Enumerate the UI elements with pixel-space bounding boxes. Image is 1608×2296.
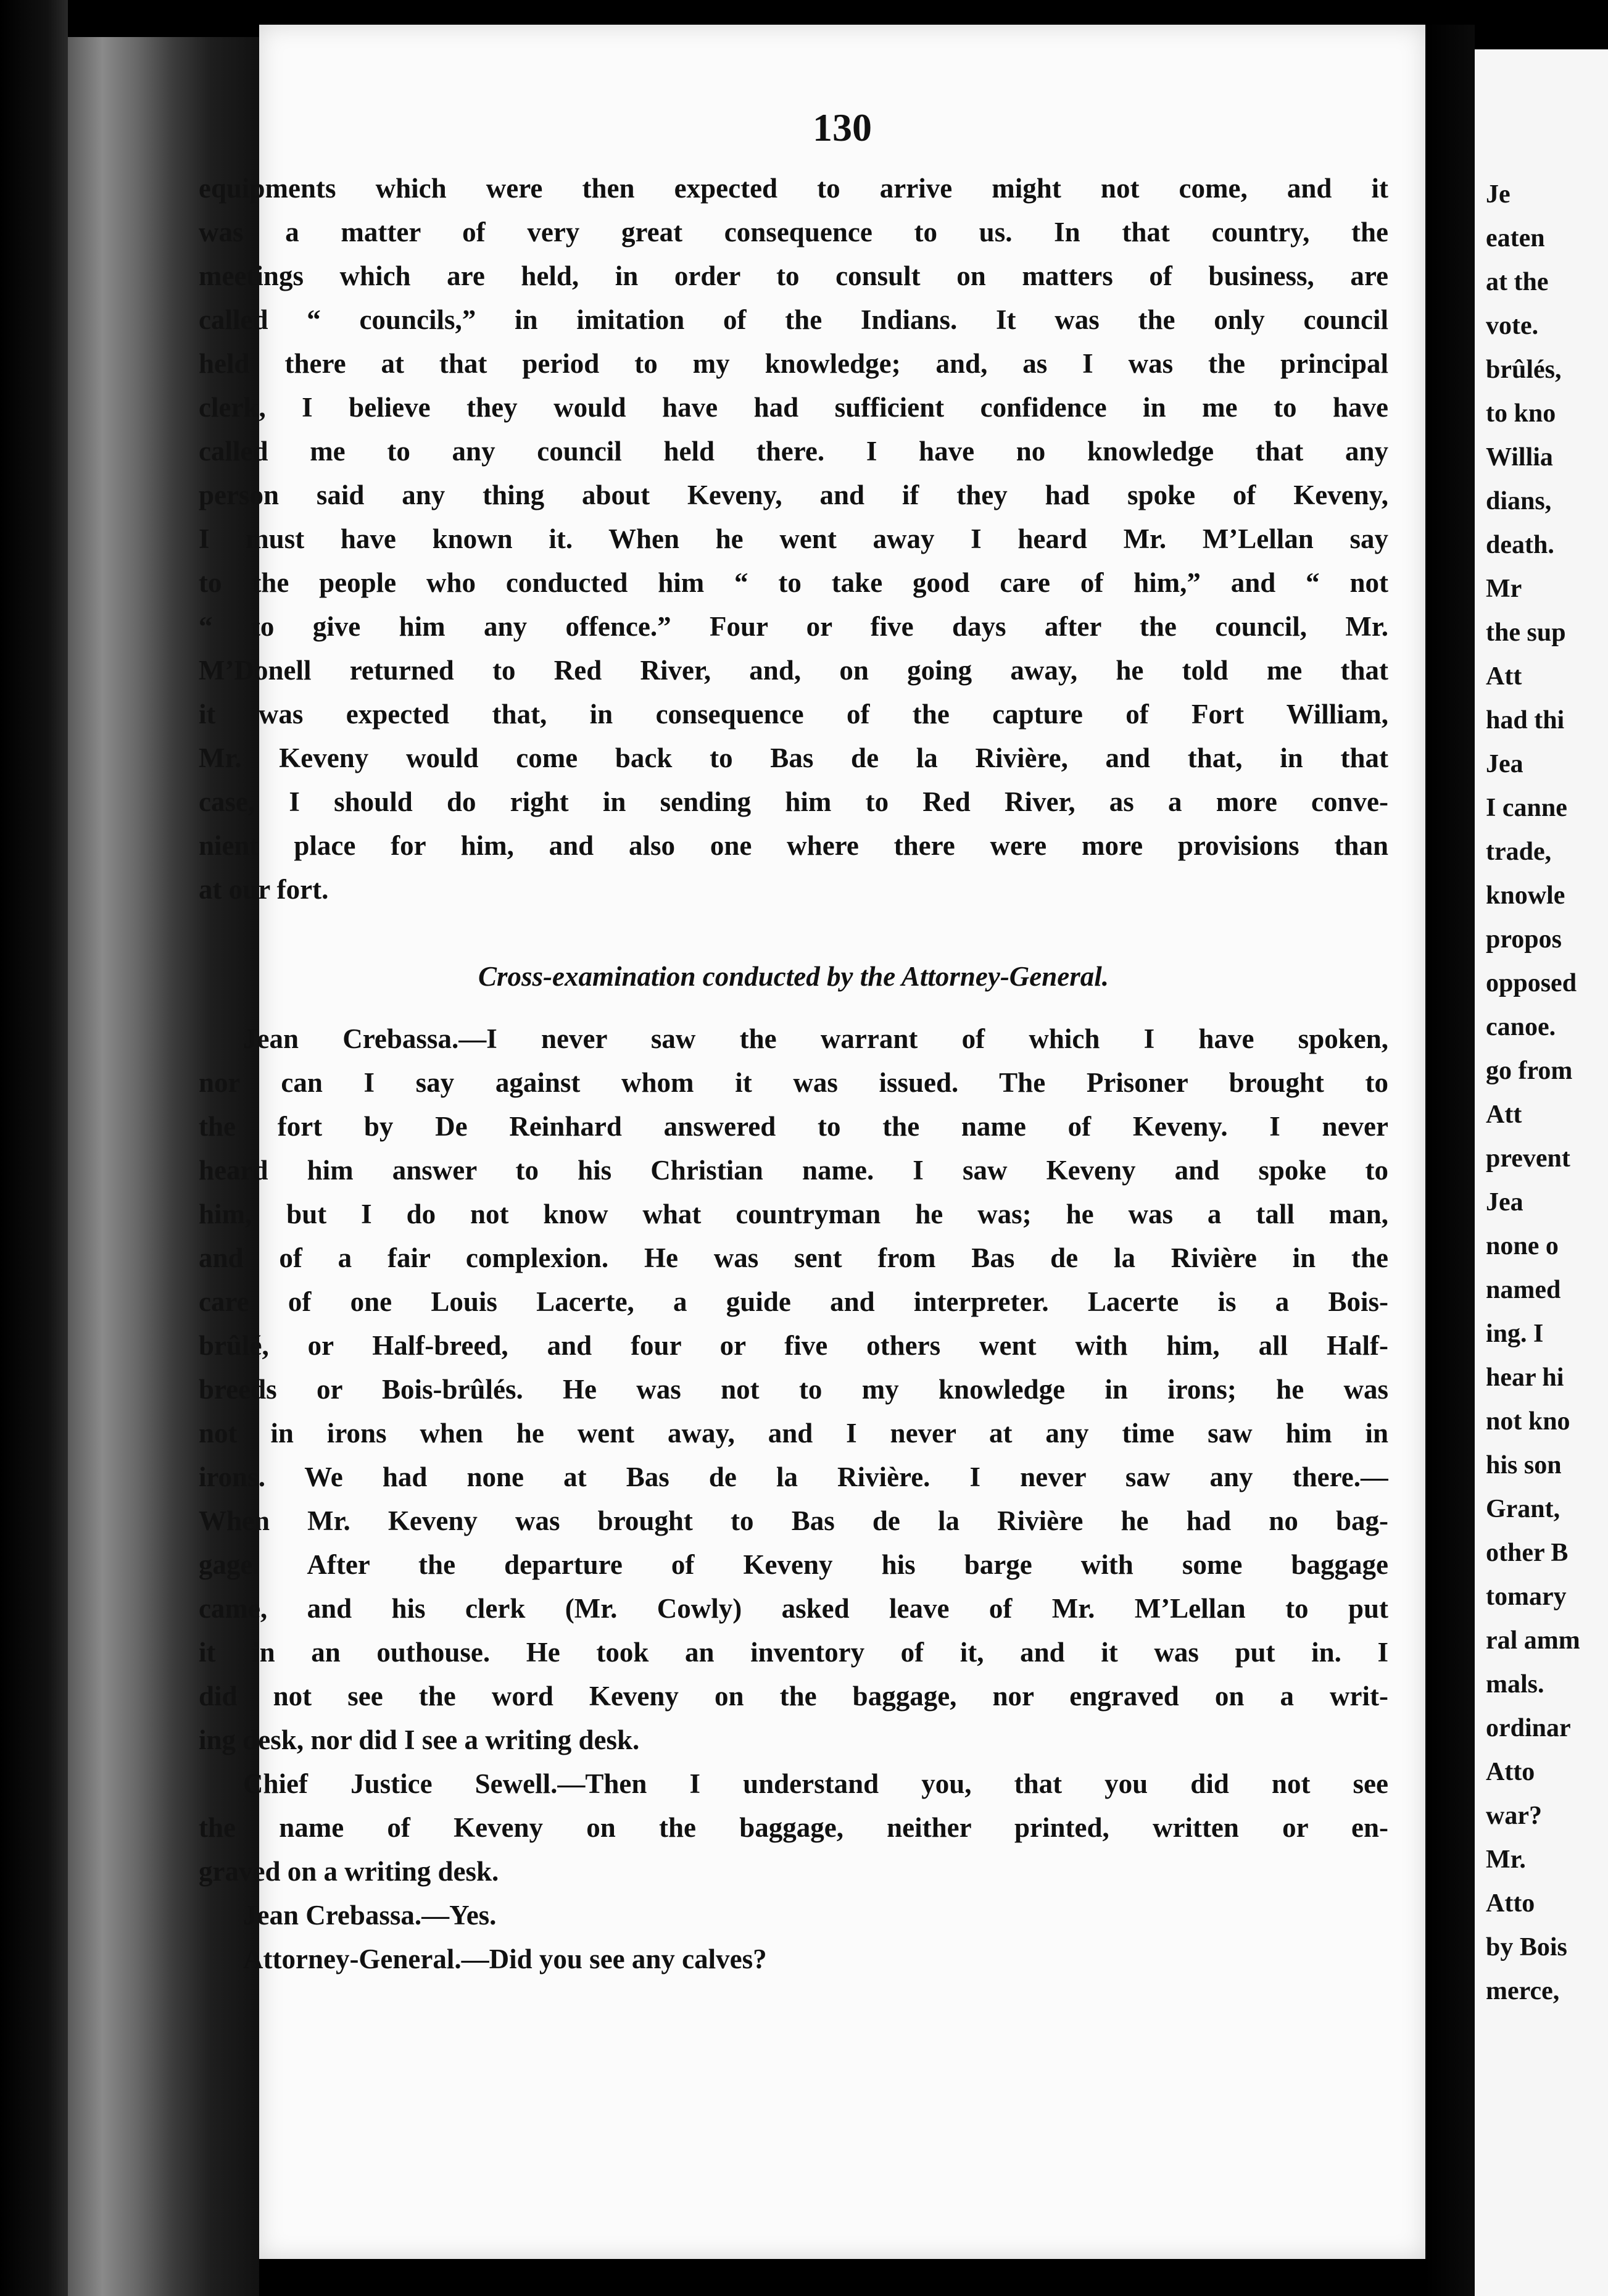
text-line: When Mr. Keveny was brought to Bas de la Rivière he had no bag- xyxy=(199,1505,1388,1536)
facing-page-text xyxy=(1486,173,1608,2013)
facing-text-line: Mr. xyxy=(1486,1845,1526,1874)
facing-text-line: named xyxy=(1486,1276,1561,1304)
facing-text-line: I canne xyxy=(1486,794,1567,822)
text-line: Jean Crebassa.—I never saw the warrant of which I have spoken, xyxy=(243,1023,1388,1054)
text-line: case, I should do right in sending him to Red River, as a more conve- xyxy=(199,786,1388,817)
facing-text-line: Je xyxy=(1486,180,1511,209)
text-line: nor can I say against whom it was issued. The Prisoner brought to xyxy=(199,1067,1388,1098)
facing-text-line: opposed xyxy=(1486,969,1577,997)
text-line: the fort by De Reinhard answered to the name of Keveny. I never xyxy=(199,1111,1388,1142)
text-line: nient place for him, and also one where there were more provisions than xyxy=(199,830,1388,861)
facing-page-fragment xyxy=(1475,49,1608,2296)
facing-text-line: Atto xyxy=(1486,1889,1535,1918)
facing-text-line: Grant, xyxy=(1486,1495,1560,1523)
text-line: M’Donell returned to Red River, and, on going away, he told me that xyxy=(199,655,1388,686)
text-line: person said any thing about Keveny, and if they had spoke of Keveny, xyxy=(199,480,1388,510)
page-body-text xyxy=(199,167,1388,1981)
text-line: called me to any council held there. I have no knowledge that any xyxy=(199,436,1388,467)
text-line: care of one Louis Lacerte, a guide and interpreter. Lacerte is a Bois- xyxy=(199,1286,1388,1317)
facing-text-line: other B xyxy=(1486,1539,1569,1567)
text-line: brûlé, or Half-breed, and four or five others went with him, all Half- xyxy=(199,1330,1388,1361)
facing-text-line: the sup xyxy=(1486,618,1566,647)
text-line: gage. After the departure of Keveny his barge with some baggage xyxy=(199,1549,1388,1580)
text-line: at our fort. xyxy=(199,874,329,905)
page-number: 130 xyxy=(813,106,872,149)
facing-text-line: ing. I xyxy=(1486,1320,1544,1348)
text-line: Jean Crebassa.—Yes. xyxy=(243,1900,497,1931)
text-line: “ to give him any offence.” Four or five days after the council, Mr. xyxy=(199,611,1388,642)
facing-text-line: merce, xyxy=(1486,1977,1560,2005)
text-line: did not see the word Keveny on the baggage, nor engraved on a writ- xyxy=(199,1681,1388,1712)
facing-text-line: Mr xyxy=(1486,575,1522,603)
text-line: held there at that period to my knowledge; and, as I was the principal xyxy=(199,348,1388,379)
page-gutter xyxy=(1425,25,1475,2296)
text-line: meetings which are held, in order to consult on matters of business, are xyxy=(199,260,1388,291)
facing-text-line: brûlés, xyxy=(1486,356,1562,384)
facing-text-line: ordinar xyxy=(1486,1714,1571,1742)
facing-text-line: go from xyxy=(1486,1057,1573,1085)
facing-text-line: Atto xyxy=(1486,1758,1535,1786)
facing-text-line: death. xyxy=(1486,531,1554,559)
facing-text-line: Att xyxy=(1486,662,1522,691)
text-line: equipments which were then expected to arrive might not come, and it xyxy=(199,173,1388,204)
facing-text-line: Jea xyxy=(1486,1188,1523,1217)
facing-text-line: by Bois xyxy=(1486,1933,1567,1961)
facing-text-line: war? xyxy=(1486,1802,1542,1830)
text-line: it was expected that, in consequence of the capture of Fort William, xyxy=(199,699,1388,730)
facing-text-line: vote. xyxy=(1486,312,1539,340)
text-line: to the people who conducted him “ to take good care of him,” and “ not xyxy=(199,567,1388,598)
facing-text-line: ral amm xyxy=(1486,1626,1580,1655)
facing-text-line: dians, xyxy=(1486,487,1552,515)
text-line: it in an outhouse. He took an inventory of it, and it was put in. I xyxy=(199,1637,1388,1668)
section-heading: Cross-examination conducted by the Attorney-General. xyxy=(478,961,1109,992)
scan-left-edge xyxy=(0,0,68,2296)
facing-text-line: knowle xyxy=(1486,881,1565,910)
facing-text-line: none o xyxy=(1486,1232,1559,1260)
text-line: came, and his clerk (Mr. Cowly) asked leave of Mr. M’Lellan to put xyxy=(199,1593,1388,1624)
text-line: was a matter of very great consequence to us. In that country, the xyxy=(199,217,1388,247)
text-line: heard him answer to his Christian name. I saw Keveny and spoke to xyxy=(199,1155,1388,1186)
facing-text-line: to kno xyxy=(1486,399,1556,428)
facing-text-line: tomary xyxy=(1486,1583,1567,1611)
facing-text-line: Jea xyxy=(1486,750,1523,778)
facing-text-line: not kno xyxy=(1486,1407,1570,1436)
text-line: and of a fair complexion. He was sent from Bas de la Rivière in the xyxy=(199,1242,1388,1273)
text-line: I must have known it. When he went away I heard Mr. M’Lellan say xyxy=(199,523,1388,554)
facing-text-line: eaten xyxy=(1486,224,1545,252)
facing-text-line: at the xyxy=(1486,268,1549,296)
facing-text-line: hear hi xyxy=(1486,1363,1564,1392)
facing-text-line: his son xyxy=(1486,1451,1562,1479)
facing-text-line: Att xyxy=(1486,1100,1522,1129)
text-line: ing desk, nor did I see a writing desk. xyxy=(199,1724,640,1755)
facing-text-line: had thi xyxy=(1486,706,1565,734)
text-line: the name of Keveny on the baggage, neither printed, written or en- xyxy=(199,1812,1388,1843)
facing-text-line: propos xyxy=(1486,925,1562,954)
facing-text-line: prevent xyxy=(1486,1144,1570,1173)
text-line: Chief Justice Sewell.—Then I understand you, that you did not see xyxy=(243,1768,1388,1799)
text-line: Attorney-General.—Did you see any calves? xyxy=(243,1944,767,1974)
text-line: not in irons when he went away, and I never at any time saw him in xyxy=(199,1418,1388,1449)
text-line: breeds or Bois-brûlés. He was not to my knowledge in irons; he was xyxy=(199,1374,1388,1405)
text-line: called “ councils,” in imitation of the Indians. It was the only council xyxy=(199,304,1388,335)
text-line: Mr. Keveny would come back to Bas de la Rivière, and that, in that xyxy=(199,742,1388,773)
facing-text-line: Willia xyxy=(1486,443,1553,472)
text-line: irons. We had none at Bas de la Rivière. I never saw any there.— xyxy=(199,1462,1388,1492)
text-line: clerk, I believe they would have had sufficient confidence in me to have xyxy=(199,392,1388,423)
text-line: graved on a writing desk. xyxy=(199,1856,499,1887)
facing-text-line: trade, xyxy=(1486,838,1552,866)
facing-text-line: canoe. xyxy=(1486,1013,1556,1041)
facing-text-line: mals. xyxy=(1486,1670,1544,1699)
text-line: him, but I do not know what countryman he was; he was a tall man, xyxy=(199,1199,1388,1229)
